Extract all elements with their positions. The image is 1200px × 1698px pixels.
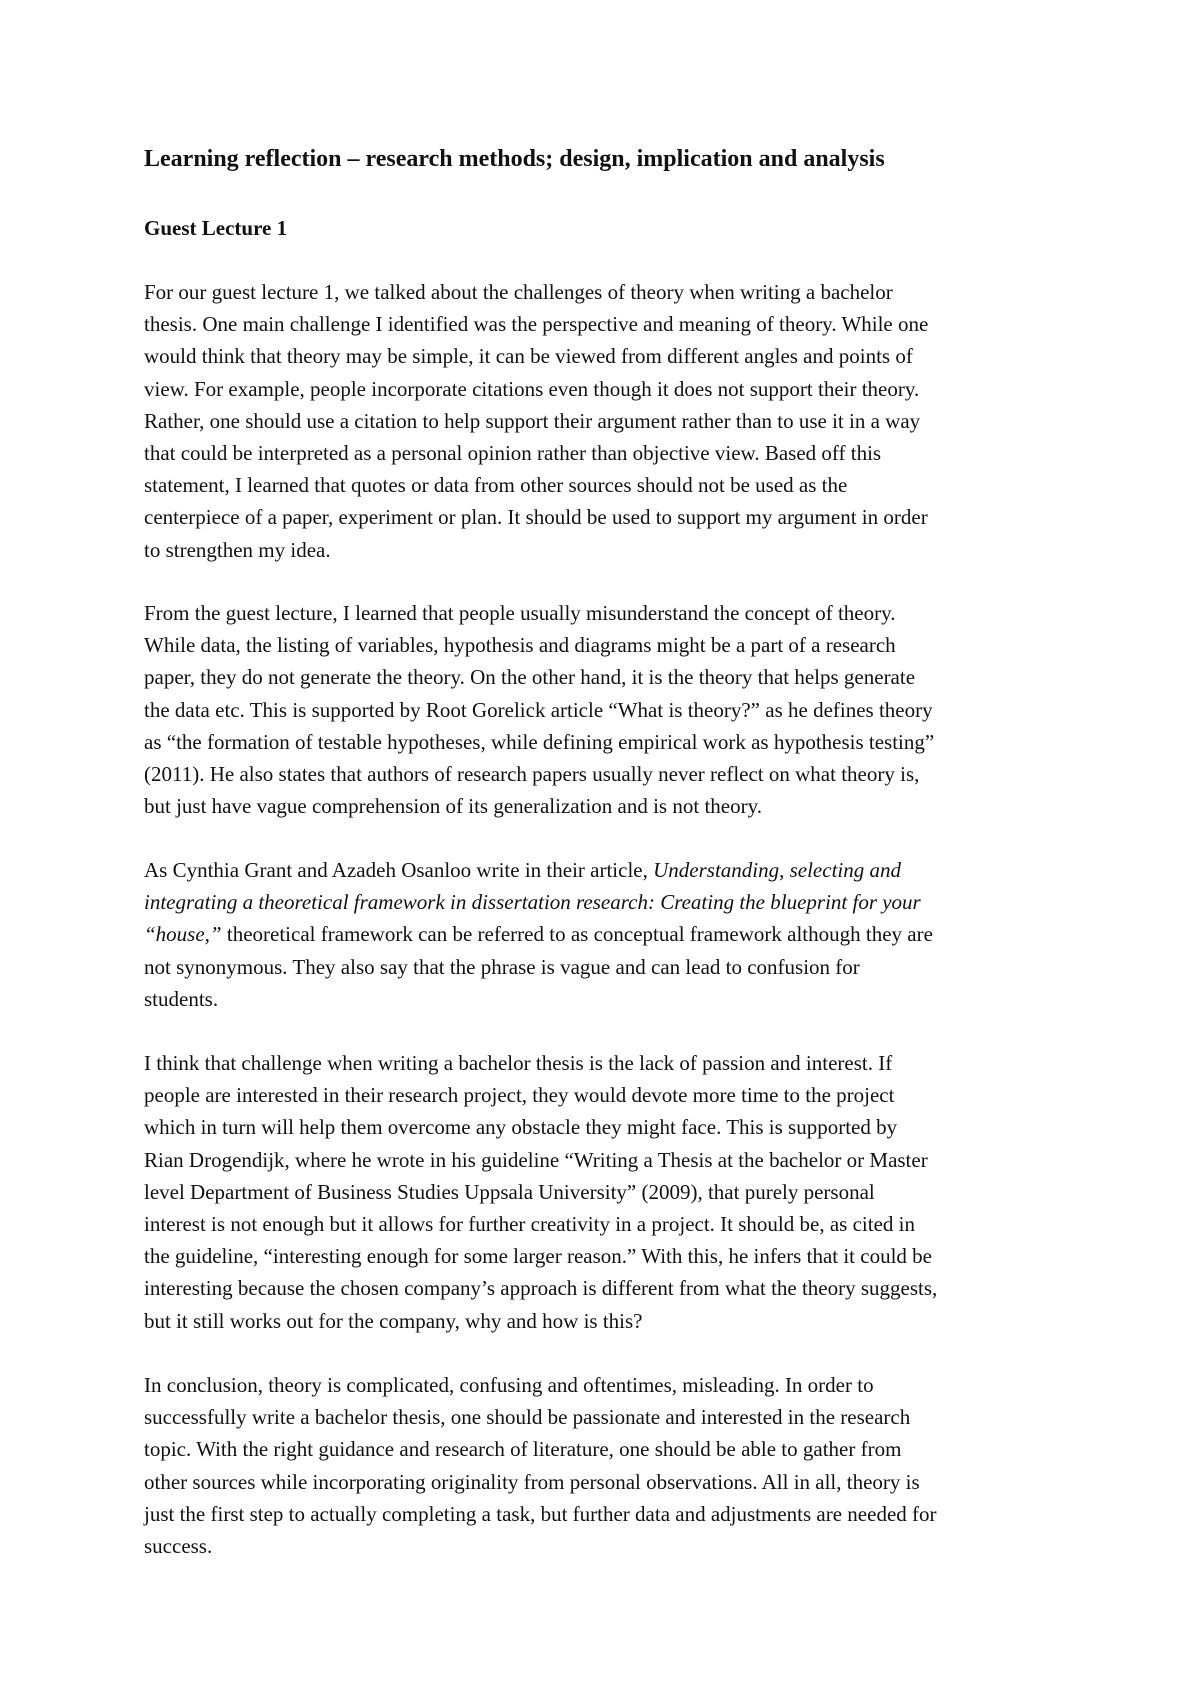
text-line: students. xyxy=(144,986,219,1011)
article-title-italic: Understanding, selecting and xyxy=(653,858,901,882)
text-line xyxy=(144,854,1074,886)
section-heading: Guest Lecture 1 xyxy=(144,216,288,240)
text-line: I think that challenge when writing a bachelor thesis is the lack of passion and interest. If xyxy=(144,1051,893,1075)
article-title-italic: “house,” xyxy=(144,922,222,947)
text-line: not synonymous. They also say that the phrase is vague and can lead to confusion for xyxy=(144,954,860,979)
text-line: From the guest lecture, I learned that people usually misunderstand the concept of theory. xyxy=(144,601,896,625)
text-line: While data, the listing of variables, hypothesis and diagrams might be a part of a research xyxy=(144,633,896,658)
text-line: interest is not enough but it allows for further creativity in a project. It should be, as cited in xyxy=(144,1212,915,1237)
text-line: other sources while incorporating originality from personal observations. All in all, theory is xyxy=(144,1469,920,1494)
text-line: but just have vague comprehension of its generalization and is not theory. xyxy=(144,794,762,819)
text-line: as “the formation of testable hypotheses, while defining empirical work as hypothesis testing” xyxy=(144,729,935,754)
text-line: which in turn will help them overcome any obstacle they might face. This is supported by xyxy=(144,1115,898,1140)
text-line: thesis. One main challenge I identified was the perspective and meaning of theory. While one xyxy=(144,312,929,337)
text-line: to strengthen my idea. xyxy=(144,537,331,562)
text-line xyxy=(144,886,1074,918)
text-line: view. For example, people incorporate citations even though it does not support their theory. xyxy=(144,376,920,401)
text-line: Rian Drogendijk, where he wrote in his guideline “Writing a Thesis at the bachelor or Master xyxy=(144,1147,928,1172)
text-line: interesting because the chosen company’s approach is different from what the theory suggests, xyxy=(144,1276,938,1301)
text-line: In conclusion, theory is complicated, confusing and oftentimes, misleading. In order to xyxy=(144,1373,874,1397)
text-line: success. xyxy=(144,1534,213,1559)
text-line: level Department of Business Studies Uppsala University” (2009), that purely personal xyxy=(144,1179,875,1204)
text-line: but it still works out for the company, why and how is this? xyxy=(144,1308,643,1333)
text-line: people are interested in their research project, they would devote more time to the project xyxy=(144,1083,895,1108)
text-line: paper, they do not generate the theory. On the other hand, it is the theory that helps generate xyxy=(144,665,916,690)
text-line xyxy=(144,918,1074,950)
paragraph-3 xyxy=(144,854,1074,1015)
text-line: For our guest lecture 1, we talked about the challenges of theory when writing a bachelor xyxy=(144,280,893,304)
document-title: Learning reflection – research methods; design, implication and analysis xyxy=(144,146,885,172)
article-title-italic: integrating a theoretical framework in dissertation research: Creating the blueprint for your xyxy=(144,890,921,915)
text-line: topic. With the right guidance and research of literature, one should be able to gather from xyxy=(144,1437,902,1462)
paragraph-2 xyxy=(144,597,1074,822)
text-line: successfully write a bachelor thesis, one should be passionate and interested in the research xyxy=(144,1405,911,1430)
text-line: would think that theory may be simple, it can be viewed from different angles and points of xyxy=(144,344,913,369)
text-line: just the first step to actually completing a task, but further data and adjustments are needed for xyxy=(144,1501,937,1526)
text-run: theoretical framework can be referred to as conceptual framework although they are xyxy=(221,922,933,947)
text-line: (2011). He also states that authors of research papers usually never reflect on what theory is, xyxy=(144,762,920,787)
paragraph-4 xyxy=(144,1047,1074,1337)
text-line: statement, I learned that quotes or data from other sources should not be used as the xyxy=(144,473,848,498)
text-line: the guideline, “interesting enough for some larger reason.” With this, he infers that it could be xyxy=(144,1244,932,1269)
text-line: the data etc. This is supported by Root Gorelick article “What is theory?” as he defines theory xyxy=(144,697,933,722)
paragraph-1 xyxy=(144,276,1074,566)
text-run: As Cynthia Grant and Azadeh Osanloo write in their article, xyxy=(144,858,654,882)
paragraph-5 xyxy=(144,1369,1074,1562)
text-line: centerpiece of a paper, experiment or plan. It should be used to support my argument in order xyxy=(144,505,928,530)
text-line: Rather, one should use a citation to help support their argument rather than to use it in a way xyxy=(144,408,921,433)
text-line: that could be interpreted as a personal opinion rather than objective view. Based off this xyxy=(144,441,882,466)
